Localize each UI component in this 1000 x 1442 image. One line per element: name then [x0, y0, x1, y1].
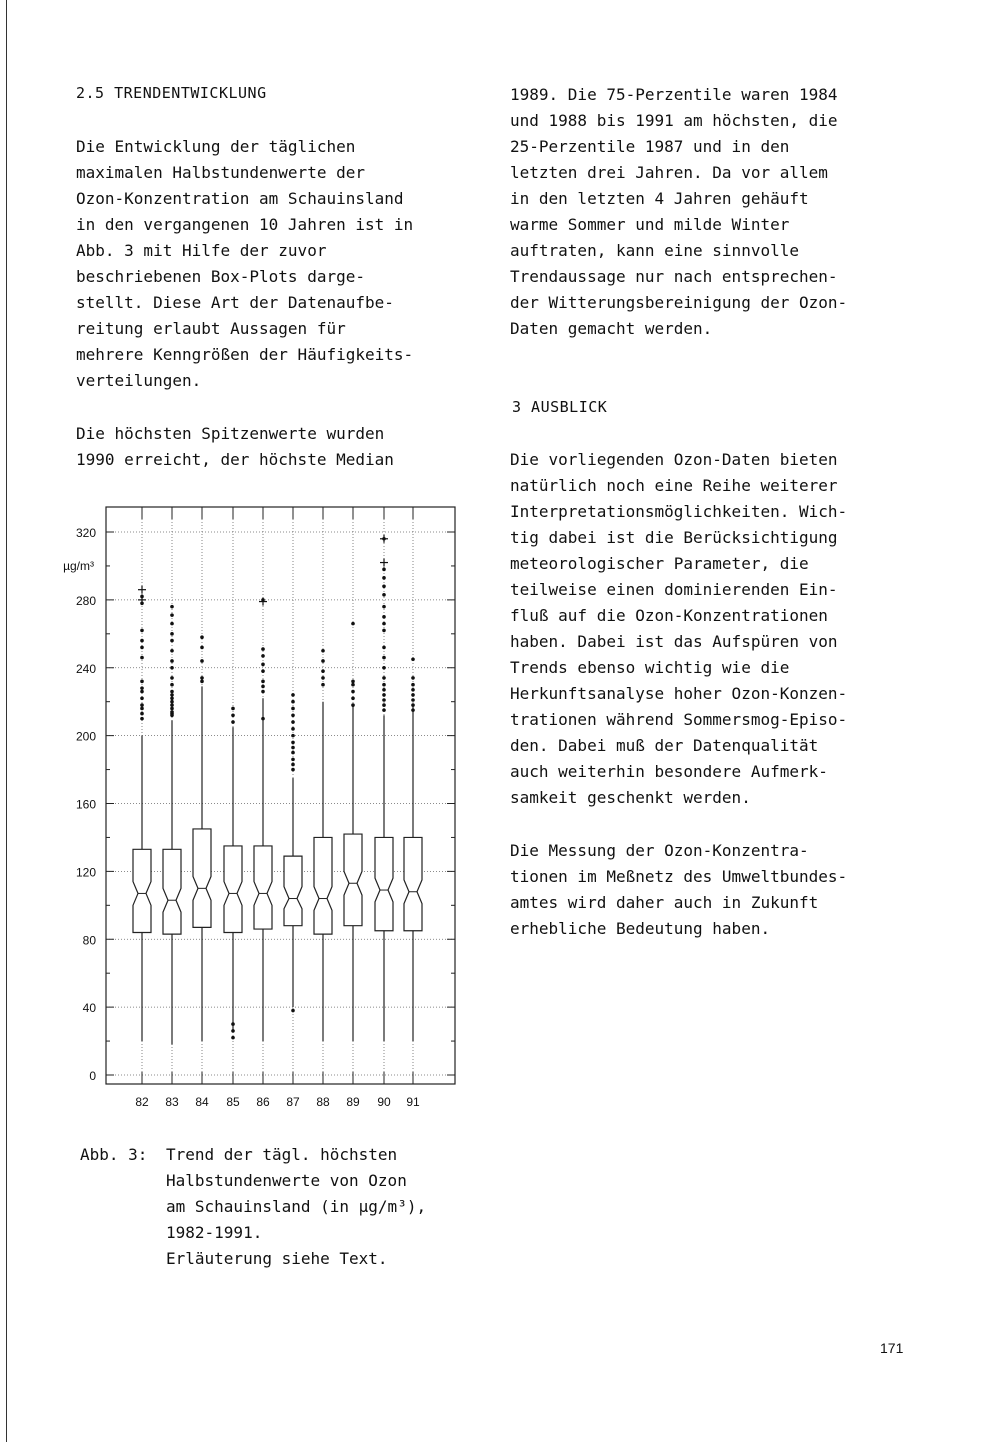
outlier-point	[140, 686, 144, 690]
outlier-point	[382, 629, 386, 633]
box-87	[284, 856, 302, 926]
outlier-point	[411, 708, 415, 712]
outlier-point	[411, 676, 415, 680]
outlier-point	[261, 669, 265, 673]
outlier-point	[170, 639, 174, 643]
box-85	[224, 846, 242, 933]
outlier-point	[170, 696, 174, 700]
text-line: Herkunftsanalyse hoher Ozon-Konzen-	[510, 684, 848, 703]
page-number: 171	[880, 1340, 904, 1356]
outlier-point	[382, 703, 386, 707]
x-tick-label: 84	[195, 1095, 209, 1109]
text-line: Daten gemacht werden.	[510, 319, 713, 338]
outlier-point	[351, 696, 355, 700]
outlier-point	[411, 698, 415, 702]
outlier-point	[291, 746, 295, 750]
outlier-point	[170, 649, 174, 653]
y-axis-unit: µg/m³	[63, 559, 94, 573]
outlier-point	[291, 693, 295, 697]
y-tick-label: 280	[75, 593, 96, 608]
box-84	[193, 829, 211, 927]
box-86	[254, 846, 272, 929]
outlier-point	[291, 727, 295, 731]
text-line: in den letzten 4 Jahren gehäuft	[510, 189, 809, 208]
outlier-point	[200, 659, 204, 663]
outlier-point	[231, 713, 235, 717]
outlier-point	[382, 656, 386, 660]
outlier-point	[321, 649, 325, 653]
text-line: 25-Perzentile 1987 und in den	[510, 137, 790, 156]
outlier-point	[170, 700, 174, 704]
outlier-point	[261, 654, 265, 658]
outlier-point	[382, 576, 386, 580]
outlier-point	[231, 1022, 235, 1026]
text-line: beschriebenen Box-Plots darge-	[76, 267, 365, 286]
text-line: in den vergangenen 10 Jahren ist in	[76, 215, 414, 234]
text-line: mehrere Kenngrößen der Häufigkeits-	[76, 345, 414, 364]
outlier-point	[261, 685, 265, 689]
outlier-point	[411, 683, 415, 687]
text-line: Ozon-Konzentration am Schauinsland	[76, 189, 404, 208]
x-tick-label: 88	[316, 1095, 330, 1109]
outlier-point	[200, 676, 204, 680]
outlier-point	[351, 703, 355, 707]
x-tick-label: 87	[286, 1095, 300, 1109]
box-91	[404, 837, 422, 930]
box-90	[375, 837, 393, 930]
text-line: samkeit geschenkt werden.	[510, 788, 751, 807]
outlier-point	[231, 1036, 235, 1040]
outlier-point	[200, 680, 204, 684]
outlier-point	[140, 656, 144, 660]
text-line: maximalen Halbstundenwerte der	[76, 163, 365, 182]
outlier-point	[321, 683, 325, 687]
outlier-point	[411, 688, 415, 692]
text-line: letzten drei Jahren. Da vor allem	[510, 163, 828, 182]
text-line: Erläuterung siehe Text.	[166, 1249, 388, 1268]
outlier-point	[261, 680, 265, 684]
outlier-point	[200, 646, 204, 650]
x-tick-label: 82	[135, 1095, 149, 1109]
outlier-point	[291, 713, 295, 717]
section-heading-trend: 2.5 TRENDENTWICKLUNG	[76, 84, 267, 102]
y-tick-label: 80	[82, 933, 96, 948]
outlier-point	[261, 647, 265, 651]
outlier-point	[321, 669, 325, 673]
text-line: teilweise einen dominierenden Ein-	[510, 580, 838, 599]
outlier-point	[140, 646, 144, 650]
box-83	[163, 849, 181, 934]
outlier-point	[291, 1009, 295, 1013]
outlier-point	[140, 696, 144, 700]
outlier-point	[140, 703, 144, 707]
chart-frame	[106, 507, 455, 1084]
outlier-point	[382, 693, 386, 697]
text-line: warme Sommer und milde Winter	[510, 215, 790, 234]
outlier-point	[382, 622, 386, 626]
outlier-point	[231, 720, 235, 724]
text-line: tig dabei ist die Berücksichtigung	[510, 528, 838, 547]
outlier-point	[351, 683, 355, 687]
outlier-point	[170, 690, 174, 694]
outlier-point	[170, 703, 174, 707]
text-line: am Schauinsland (in µg/m³),	[166, 1197, 427, 1216]
outlier-point	[170, 683, 174, 687]
caption-text	[166, 1142, 466, 1272]
y-tick-label: 160	[75, 797, 96, 812]
outlier-point	[170, 622, 174, 626]
outlier-point	[170, 613, 174, 617]
x-tick-label: 85	[226, 1095, 240, 1109]
outlier-point	[261, 717, 265, 721]
text-line: fluß auf die Ozon-Konzentrationen	[510, 606, 828, 625]
y-tick-label: 0	[89, 1069, 96, 1083]
outlier-point	[170, 693, 174, 697]
caption-label: Abb. 3:	[80, 1145, 148, 1164]
x-tick-label: 83	[165, 1095, 179, 1109]
text-line: Die Messung der Ozon-Konzentra-	[510, 841, 809, 860]
outlier-point	[291, 751, 295, 755]
text-line: der Witterungsbereinigung der Ozon-	[510, 293, 848, 312]
outlier-point	[382, 666, 386, 670]
outlier-point	[261, 690, 265, 694]
outlier-point	[170, 605, 174, 609]
outlier-point	[140, 690, 144, 694]
outlier-point	[170, 676, 174, 680]
outlier-point	[411, 703, 415, 707]
outlier-point	[140, 707, 144, 711]
outlier-point	[382, 698, 386, 702]
text-line: auch weiterhin besondere Aufmerk-	[510, 762, 828, 781]
outlier-point	[321, 676, 325, 680]
box-82	[133, 849, 151, 932]
text-line: haben. Dabei ist das Aufspüren von	[510, 632, 838, 651]
outlier-point	[170, 659, 174, 663]
text-line: tionen im Meßnetz des Umweltbundes-	[510, 867, 848, 886]
outlier-point	[291, 707, 295, 711]
outlier-point	[291, 768, 295, 772]
outlier-point	[170, 632, 174, 636]
text-line: den. Dabei muß der Datenqualität	[510, 736, 819, 755]
outlier-point	[382, 708, 386, 712]
outlier-point	[140, 639, 144, 643]
text-line: Trendaussage nur nach entsprechen-	[510, 267, 838, 286]
outlier-point	[382, 593, 386, 597]
outlier-point	[140, 629, 144, 633]
text-line: Abb. 3 mit Hilfe der zuvor	[76, 241, 327, 260]
text-line: trationen während Sommersmog-Episo-	[510, 710, 848, 729]
outlier-point	[411, 657, 415, 661]
outlier-point	[291, 758, 295, 762]
outlier-point	[382, 676, 386, 680]
outlier-point	[382, 585, 386, 589]
box-88	[314, 837, 332, 934]
text-line: und 1988 bis 1991 am höchsten, die	[510, 111, 838, 130]
text-line: Die Entwicklung der täglichen	[76, 137, 356, 156]
box-89	[344, 834, 362, 926]
outlier-point	[140, 680, 144, 684]
text-line: auftraten, kann eine sinnvolle	[510, 241, 799, 260]
text-line: 1989. Die 75-Perzentile waren 1984	[510, 85, 838, 104]
y-tick-label: 40	[82, 1001, 96, 1016]
outlier-point	[291, 763, 295, 767]
outlier-point	[382, 683, 386, 687]
outlier-point	[170, 710, 174, 714]
text-line: Die vorliegenden Ozon-Daten bieten	[510, 450, 838, 469]
outlier-point	[382, 615, 386, 619]
outlier-point	[382, 688, 386, 692]
outlier-point	[382, 605, 386, 609]
text-line: reitung erlaubt Aussagen für	[76, 319, 346, 338]
text-line: amtes wird daher auch in Zukunft	[510, 893, 819, 912]
x-tick-label: 89	[346, 1095, 360, 1109]
outlier-point	[351, 680, 355, 684]
text-line: erhebliche Bedeutung haben.	[510, 919, 771, 938]
text-line: Trends ebenso wichtig wie die	[510, 658, 790, 677]
outlier-point	[382, 568, 386, 572]
outlier-point	[321, 659, 325, 663]
outlier-point	[411, 693, 415, 697]
x-tick-label: 91	[406, 1095, 420, 1109]
text-line: Die höchsten Spitzenwerte wurden	[76, 424, 385, 443]
outlier-point	[291, 720, 295, 724]
text-line: 1990 erreicht, der höchste Median	[76, 450, 394, 469]
text-line: natürlich noch eine Reihe weiterer	[510, 476, 838, 495]
text-line: meteorologischer Parameter, die	[510, 554, 809, 573]
x-tick-label: 86	[256, 1095, 270, 1109]
outlier-point	[231, 1029, 235, 1033]
text-line: verteilungen.	[76, 371, 202, 390]
outlier-point	[382, 646, 386, 650]
outlier-point	[291, 734, 295, 738]
outlier-point	[200, 635, 204, 639]
text-line: 1982-1991.	[166, 1223, 263, 1242]
outlier-point	[140, 712, 144, 716]
outlier-point	[261, 663, 265, 667]
text-line: Interpretationsmöglichkeiten. Wich-	[510, 502, 848, 521]
text-line: Trend der tägl. höchsten	[166, 1145, 398, 1164]
section-heading-ausblick: 3 AUSBLICK	[512, 398, 608, 416]
text-line: stellt. Diese Art der Datenaufbe-	[76, 293, 394, 312]
text-line: Halbstundenwerte von Ozon	[166, 1171, 407, 1190]
outlier-point	[140, 717, 144, 721]
y-tick-label: 320	[75, 526, 96, 540]
outlier-point	[291, 700, 295, 704]
outlier-point	[231, 707, 235, 711]
outlier-point	[170, 707, 174, 711]
y-tick-label: 120	[75, 865, 96, 880]
outlier-point	[291, 741, 295, 745]
outlier-point	[351, 690, 355, 694]
y-tick-label: 240	[75, 661, 96, 676]
x-tick-label: 90	[377, 1095, 391, 1109]
y-tick-label: 200	[75, 729, 96, 744]
outlier-point	[170, 666, 174, 670]
outlier-point	[351, 622, 355, 626]
